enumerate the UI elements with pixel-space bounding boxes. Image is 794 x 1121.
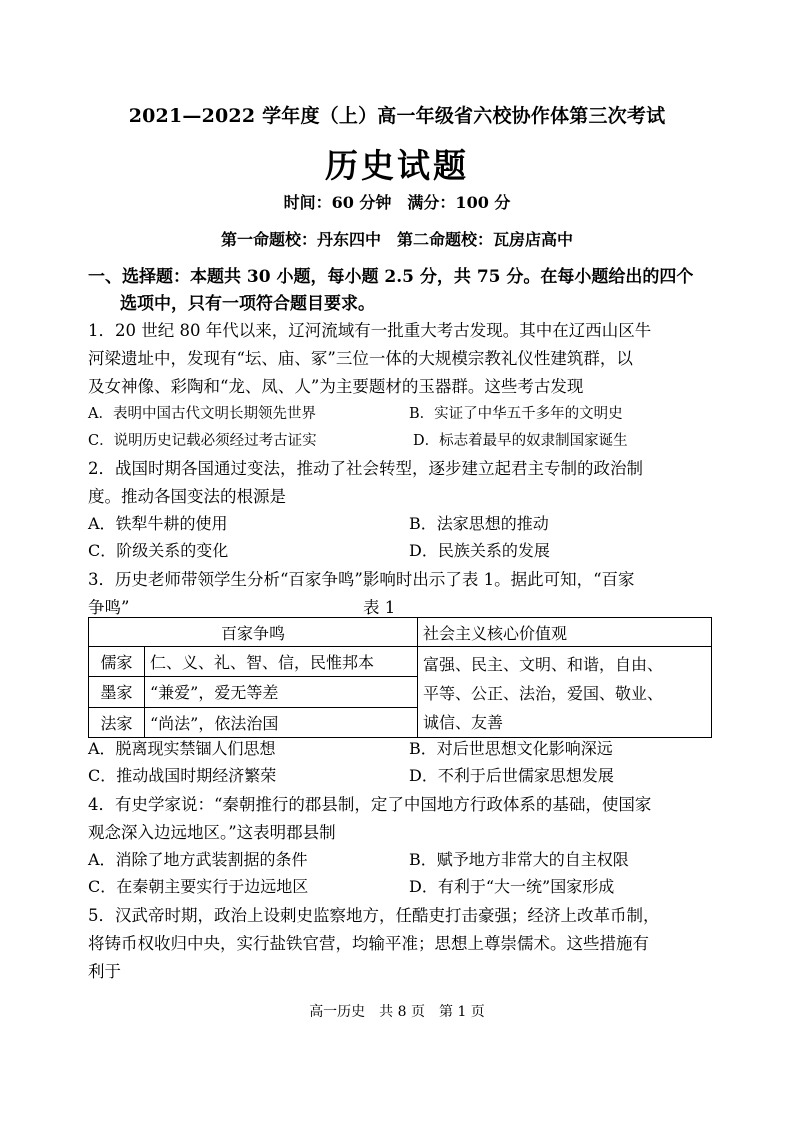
q4-text-line: 4．有史学家说：“秦朝推行的郡县制，定了中国地方行政体系的基础，使国家 [88,795,652,814]
q5-text-line: 5．汉武帝时期，政治上设刺史监察地方，任酷吏打击豪强；经济上改革币制， [88,906,660,925]
q2-text-line: 2．战国时期各国通过变法，推动了社会转型，逐步建立起君主专制的政治制 [88,459,643,478]
section-heading: 一、选择题：本题共 30 小题，每小题 2.5 分，共 75 分。在每小题给出的四个 [88,267,694,287]
table-cell-school: 墨家 [89,677,145,707]
q1-text-line: 及女神像、彩陶和“龙、凤、人”为主要题材的玉器群。这些考古发现 [88,377,584,396]
table-header-row [89,618,712,647]
subject-title: 历史试题 [325,146,469,185]
time-info: 时间：60 分钟 满分：100 分 [283,193,511,212]
q3-option-a: A．脱离现实禁锢人们思想 [88,739,276,758]
q2-option-a: A．铁犁牛耕的使用 [88,514,228,533]
values-line: 富强、民主、文明、和谐，自由、 [423,655,664,674]
q4-option-c: C．在秦朝主要实行于边远地区 [88,877,309,896]
q1-text-line: 1．20 世纪 80 年代以来，辽河流域有一批重大考古发现。其中在辽西山区牛 [88,321,652,340]
q4-option-d: D．有利于“大一统”国家形成 [409,877,615,896]
q3-text-line: 争鸣” [88,598,130,617]
q1-text-line: 河梁遗址中，发现有“坛、庙、冢”三位一体的大规模宗教礼仪性建筑群，以 [88,349,633,368]
table-cell-school: 儒家 [89,647,145,677]
q3-option-c: C．推动战国时期经济繁荣 [88,766,277,785]
table-header-cell: 百家争鸣 [89,618,418,647]
table-cell-idea: 仁、义、礼、智、信，民惟邦本 [145,647,418,677]
q2-option-c: C．阶级关系的变化 [88,541,229,560]
q1-option-b: B．实证了中华五千多年的文明史 [409,406,623,422]
exam-title: 2021—2022 学年度（上）高一年级省六校协作体第三次考试 [128,105,666,127]
q4-text-line: 观念深入边远地区。”这表明郡县制 [88,823,336,842]
q3-option-d: D．不利于后世儒家思想发展 [409,766,614,785]
comparison-table [88,617,712,738]
q2-option-d: D．民族关系的发展 [409,541,550,560]
table-header-cell: 社会主义核心价值观 [418,618,712,647]
school-info: 第一命题校：丹东四中 第二命题校：瓦房店高中 [220,230,573,249]
q2-text-line: 度。推动各国变法的根源是 [88,487,286,506]
page-footer: 高一历史 共 8 页 第 1 页 [309,1004,485,1020]
q4-option-a: A．消除了地方武装割据的条件 [88,850,308,869]
values-line: 平等、公正、法治，爱国、敬业、 [423,684,664,703]
q4-option-b: B．赋予地方非常大的自主权限 [409,850,629,869]
table-row [89,647,712,677]
q5-text-line: 利于 [88,962,121,981]
table-cell-idea: “兼爱”，爱无等差 [145,677,418,707]
section-heading-cont: 选项中，只有一项符合题目要求。 [120,294,375,314]
q1-option-d: D．标志着最早的奴隶制国家诞生 [413,433,628,449]
q3-text-line: 3．历史老师带领学生分析“百家争鸣”影响时出示了表 1。据此可知，“百家 [88,570,635,589]
table-cell-idea: “尚法”，依法治国 [145,707,418,737]
table-cell-school: 法家 [89,707,145,737]
q2-option-b: B．法家思想的推动 [409,514,549,533]
table-caption: 表 1 [363,598,396,617]
q1-option-c: C．说明历史记载必须经过考古证实 [88,433,317,449]
q1-option-a: A．表明中国古代文明长期领先世界 [88,406,316,422]
table-cell-values [418,647,712,738]
q5-text-line: 将铸币权收归中央，实行盐铁官营，均输平准；思想上尊崇儒术。这些措施有 [88,934,649,953]
q3-option-b: B．对后世思想文化影响深远 [409,739,613,758]
values-line: 诚信、友善 [423,713,504,732]
